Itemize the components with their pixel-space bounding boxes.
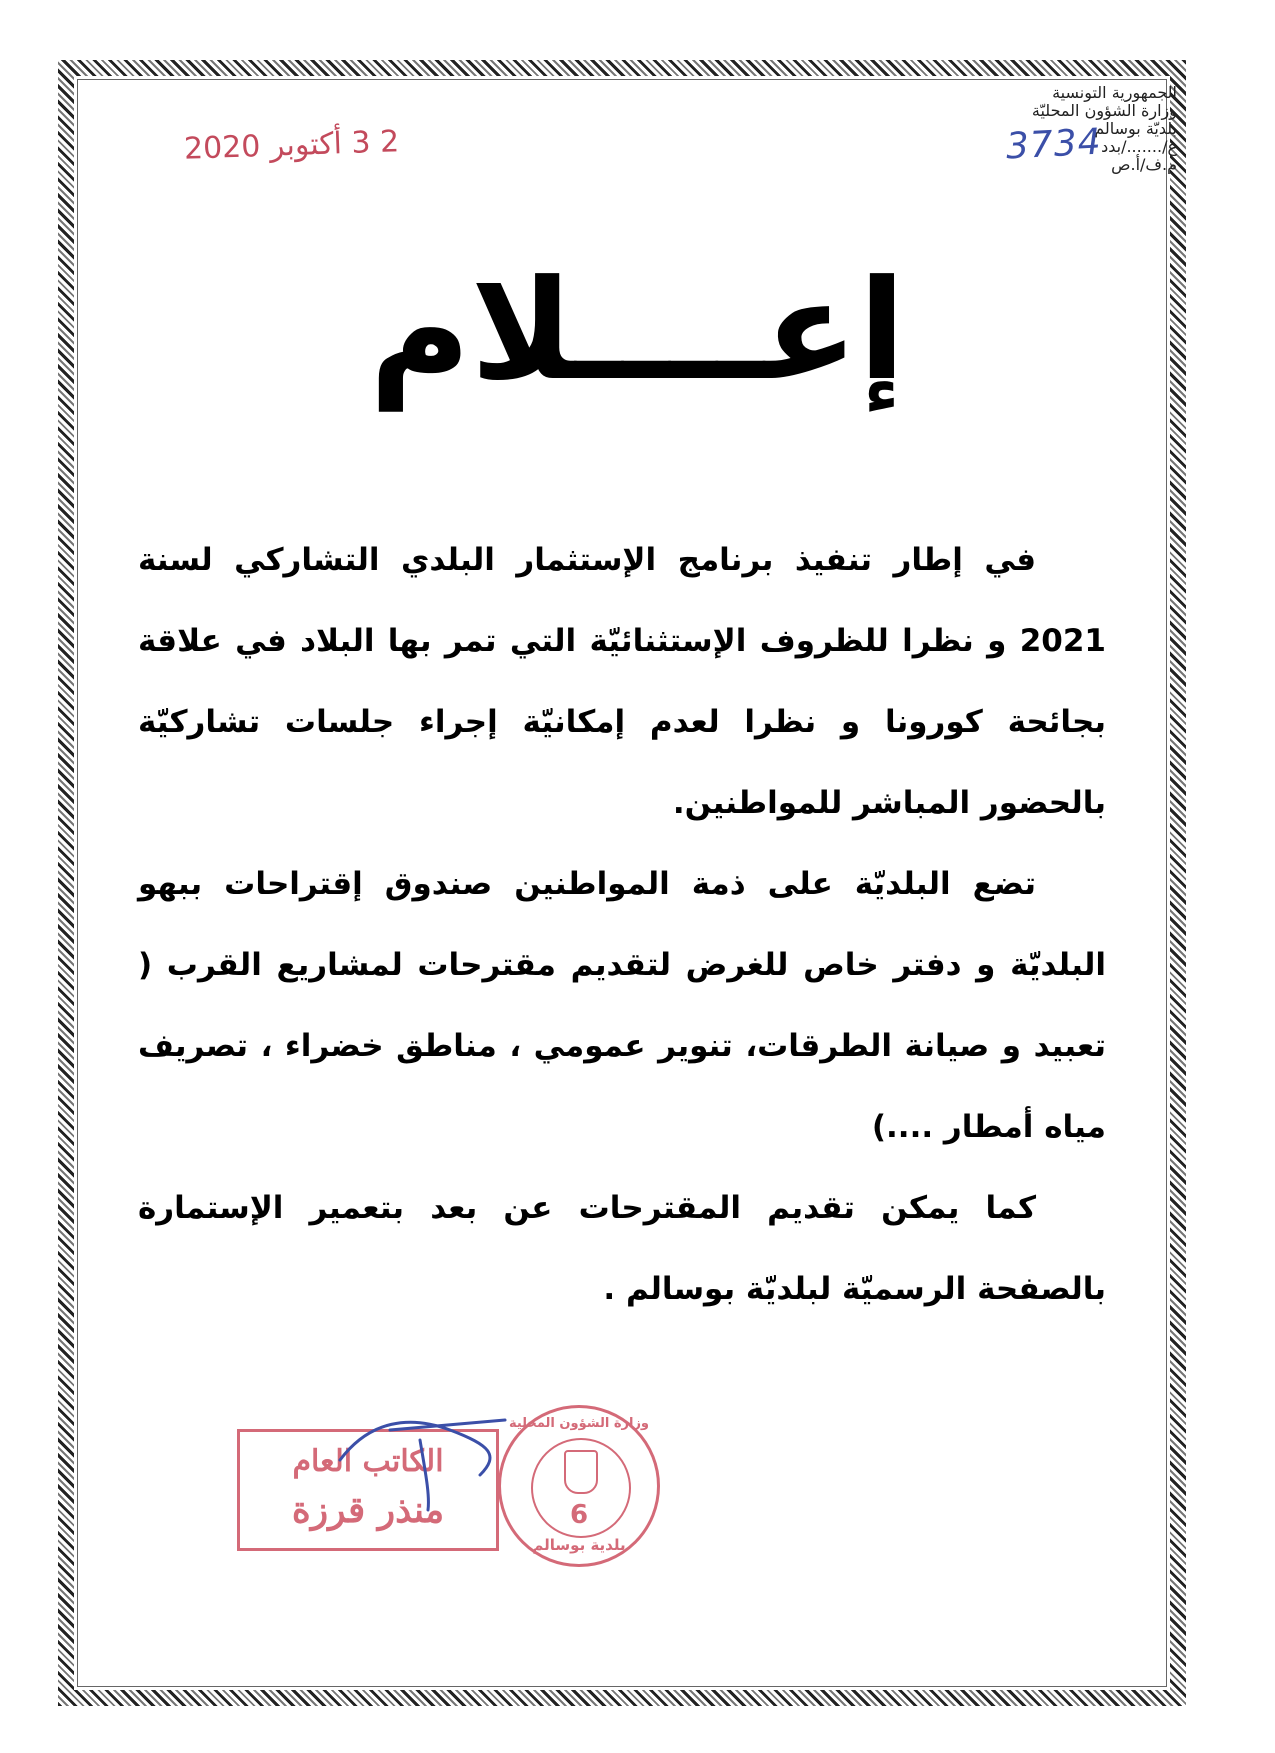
- stamp-title: الكاتب العام: [292, 1444, 444, 1479]
- seal-top-text: وزارة الشؤون المحلية: [508, 1416, 650, 1431]
- paragraph-1: في إطار تنفيذ برنامج الإستثمار البلدي التشاركي لسنة 2021 و نظرا للظروف الإستثنائيّة التي تمر بها البلاد في علاقة بجائحة كورونا و نظرا لعدم إمكانيّة إجراء جلسات تشاركيّة بالحضور المباشر للمواطنين.: [138, 542, 1106, 821]
- announcement-body: [138, 520, 1106, 1330]
- page-title: إعــــلام: [369, 250, 906, 411]
- paragraph-3: كما يمكن تقديم المقترحات عن بعد بتعمير الإستمارة بالصفحة الرسميّة لبلديّة بوسالم .: [138, 1190, 1106, 1307]
- stamp-name: منذر قرزة: [291, 1489, 445, 1531]
- letterhead-municipality: بلديّة بوسالم: [1094, 119, 1177, 138]
- seal-number: 6: [569, 1500, 589, 1530]
- coat-of-arms-icon: [564, 1450, 598, 1494]
- letterhead-ministry: وزارة الشؤون المحليّة: [1031, 101, 1177, 120]
- letterhead-dept: م.ف/أ.ص: [1111, 155, 1177, 174]
- paragraph-2: تضع البلديّة على ذمة المواطنين صندوق إقتراحات ببهو البلديّة و دفتر خاص للغرض لتقديم مقترحات لمشاريع القرب ( تعبيد و صيانة الطرقات، تنوير عمومي ، مناطق خضراء ، تصريف مياه أمطار ....): [138, 866, 1106, 1145]
- seal-bottom-text: بلدية بوسالم: [532, 1536, 626, 1554]
- letterhead-ref-line: ع/......./بدد: [1101, 137, 1177, 156]
- handwritten-reference-number: 3734: [1004, 121, 1103, 168]
- letterhead-country: الجمهورية التونسية: [1052, 83, 1177, 102]
- municipality-seal: [498, 1405, 660, 1567]
- date-stamp: 2 3 أكتوبر 2020: [183, 124, 400, 167]
